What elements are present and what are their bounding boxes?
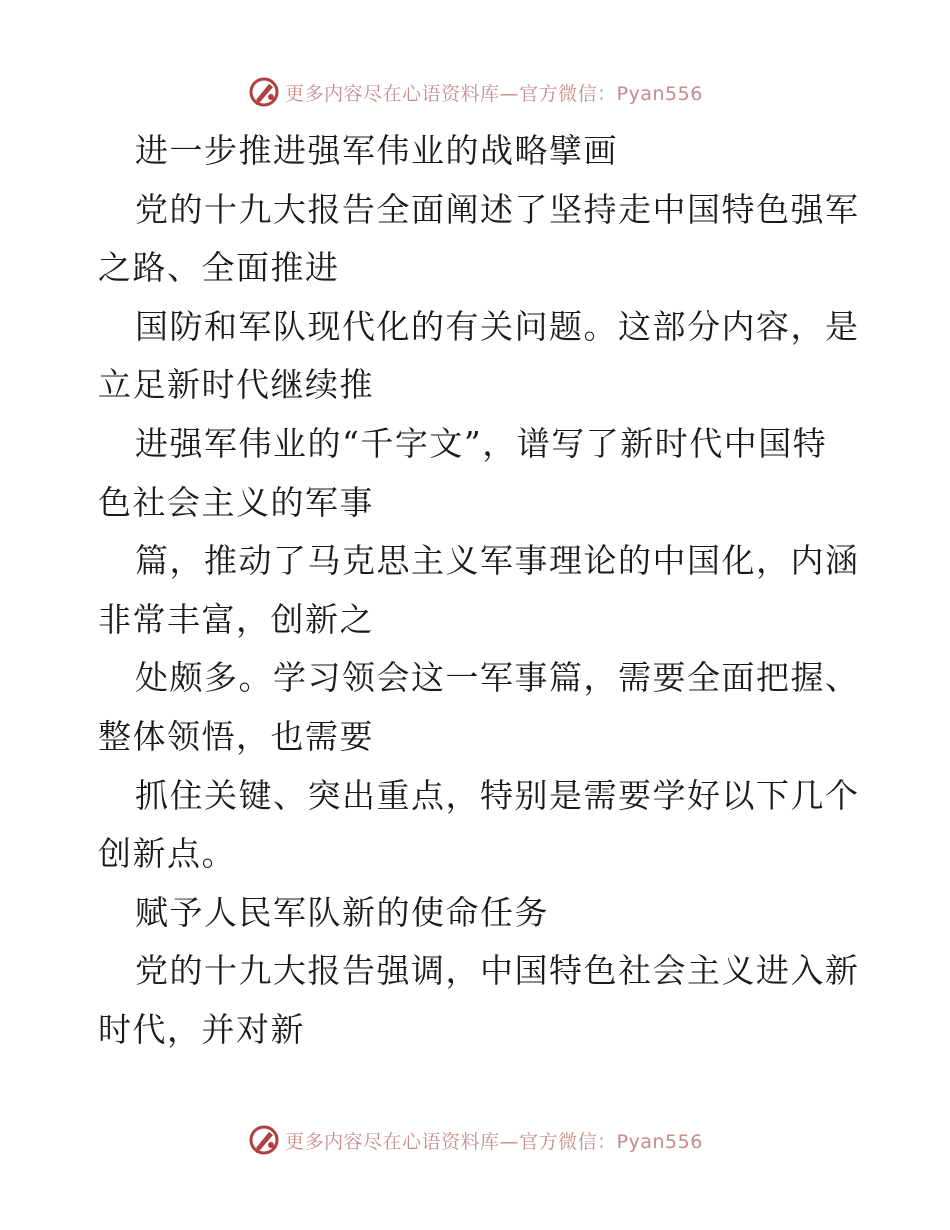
text-line: 处颇多。学习领会这一军事篇，需要全面把握、 <box>135 658 860 698</box>
text-line: 立足新时代继续推 <box>98 365 374 405</box>
text-line: 党的十九大报告全面阐述了坚持走中国特色强军 <box>135 189 860 229</box>
footer-watermark-text: 更多内容尽在心语资料库—官方微信：Pyan556 <box>285 1130 703 1153</box>
text-line: 篇，推动了马克思主义军事理论的中国化，内涵 <box>135 541 860 581</box>
text-line: 抓住关键、突出重点，特别是需要学好以下几个 <box>135 775 860 815</box>
text-line: 赋予人民军队新的使命任务 <box>135 892 549 932</box>
header-watermark-text: 更多内容尽在心语资料库—官方微信：Pyan556 <box>285 82 703 105</box>
quill-logo-icon <box>247 75 281 109</box>
text-line: 非常丰富，创新之 <box>98 599 374 639</box>
text-line: 创新点。 <box>98 834 236 874</box>
text-line: 国防和军队现代化的有关问题。这部分内容，是 <box>135 306 860 346</box>
text-line: 党的十九大报告强调，中国特色社会主义进入新 <box>135 951 860 991</box>
quill-logo-icon <box>247 1123 281 1157</box>
text-line: 色社会主义的军事 <box>98 482 374 522</box>
text-line: 整体领悟，也需要 <box>98 716 374 756</box>
text-line: 进强军伟业的“千字文”，谱写了新时代中国特 <box>135 423 828 463</box>
document-body <box>98 122 858 1060</box>
header-watermark-banner <box>0 72 950 112</box>
text-line: 时代，并对新 <box>98 1009 305 1049</box>
footer-watermark-banner <box>0 1120 950 1160</box>
text-line: 进一步推进强军伟业的战略擘画 <box>135 131 618 170</box>
text-line: 之路、全面推进 <box>98 248 340 288</box>
